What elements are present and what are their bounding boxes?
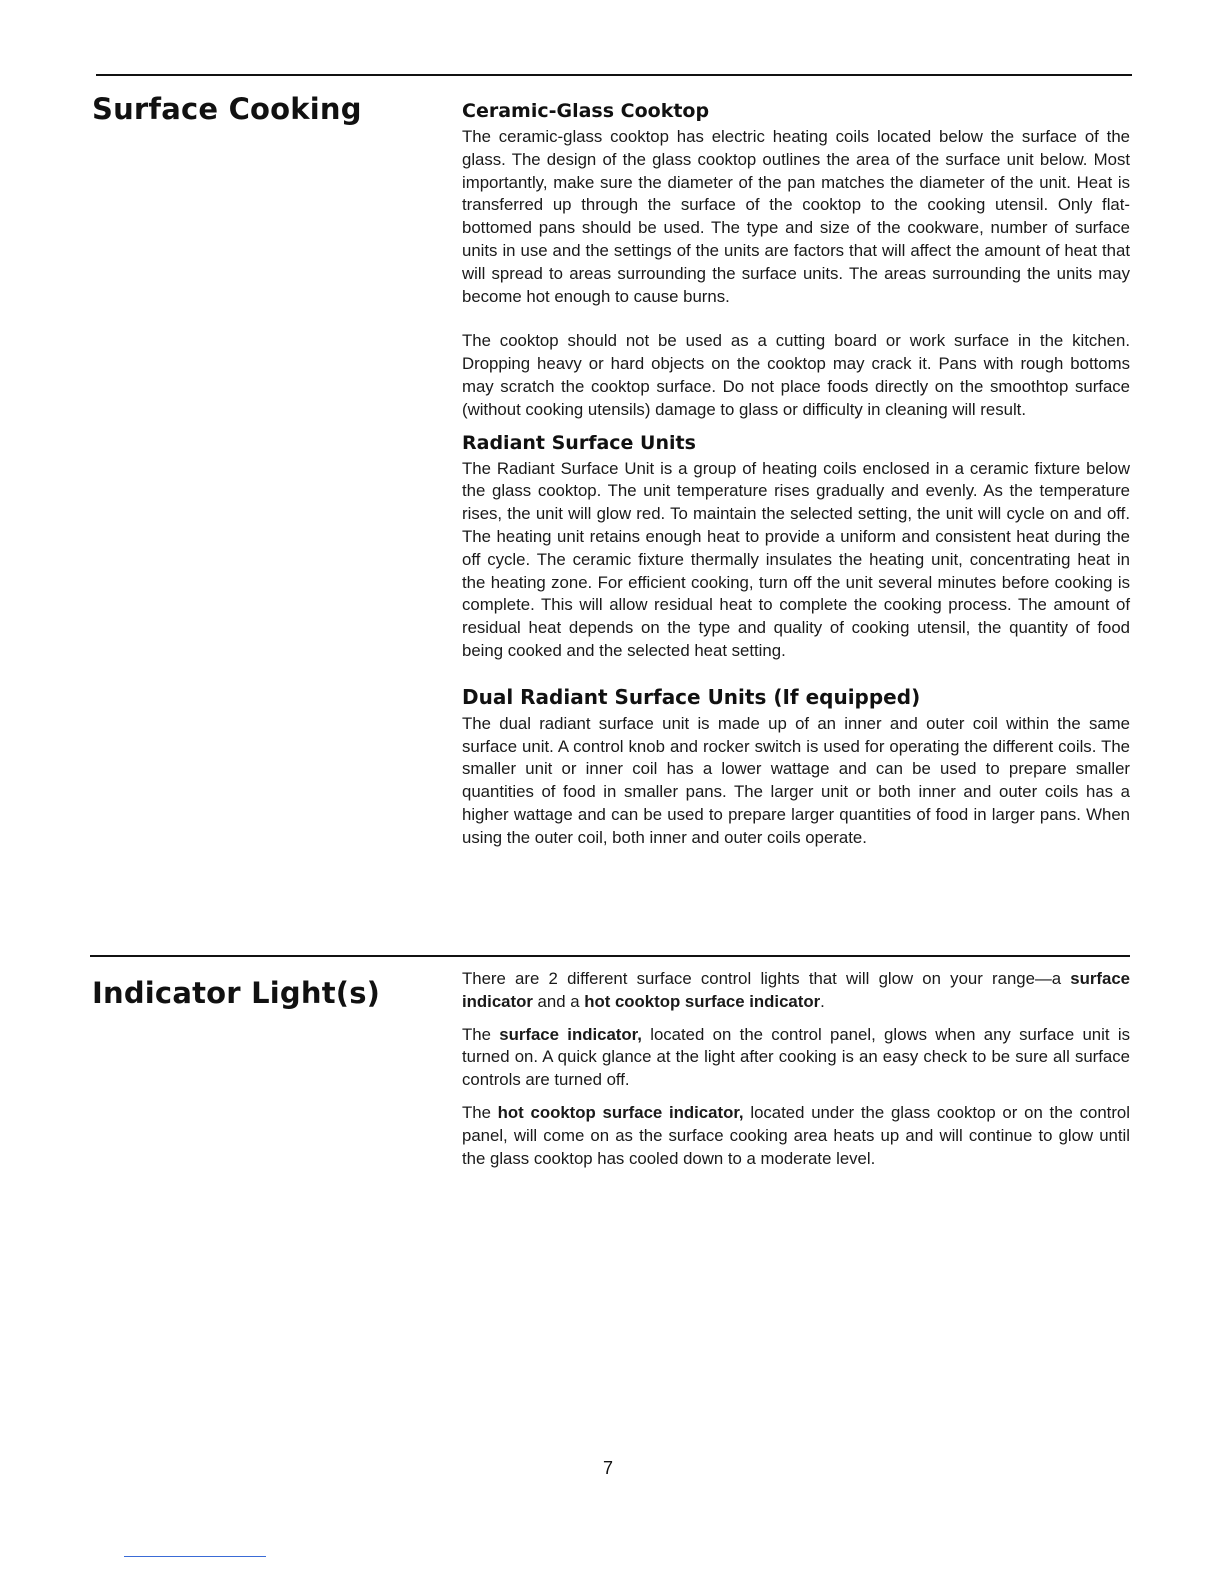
ceramic-glass-paragraph-1: The ceramic-glass cooktop has electric heating coils located below the surface of the glass. The design of the glass cooktop outlines the area of the surface unit below. Most importantly, make sure the diameter of the pan matches the diameter of the unit. Heat is transferred up through the surface of the cooktop to the cooking utensil. Only flat-bottomed pans should be used. The type and size of the cookware, number of surface units in use and the settings of the units are factors that will affect the amount of heat that will spread to areas surrounding the surface units. The areas surrounding the units may become hot enough to cause burns. <box>462 127 1130 306</box>
page-number: 7 <box>603 1458 614 1478</box>
surface-indicator-paragraph: The surface indicator, located on the control panel, glows when any surface unit is turned on. A quick glance at the light after cooking is an easy check to be sure all surface controls are turned off. <box>462 1024 1130 1090</box>
dual-radiant-surface-units-heading: Dual Radiant Surface Units (If equipped) <box>462 684 921 709</box>
ceramic-glass-cooktop-heading: Ceramic-Glass Cooktop <box>462 100 710 122</box>
top-section-divider <box>96 74 1132 76</box>
radiant-surface-units-paragraph: The Radiant Surface Unit is a group of heating coils enclosed in a ceramic fixture below the glass cooktop. The unit temperature rises gradually and evenly. As the temperature rises, the unit will glow red. To maintain the selected setting, the unit will cycle on and off. The heating unit retains enough heat to provide a uniform and consistent heat during the off cycle. The ceramic fixture thermally insulates the heating unit, concentrating heat in the heating zone. For efficient cooking, turn off the unit several minutes before cooking is complete. This will allow residual heat to complete the cooking process. The amount of residual heat depends on the type and quality of cooking utensil, the quantity of food being cooked and the selected heat setting. <box>462 458 1130 660</box>
surface-cooking-title: Surface Cooking <box>92 92 362 126</box>
middle-section-divider <box>90 955 1130 957</box>
indicator-lights-title: Indicator Light(s) <box>92 976 381 1010</box>
footer-divider <box>124 1556 266 1557</box>
hot-cooktop-indicator-paragraph: The hot cooktop surface indicator, located under the glass cooktop or on the control panel, will come on as the surface cooking area heats up and will continue to glow until the glass cooktop has cooled down to a moderate level. <box>462 1102 1130 1168</box>
dual-radiant-surface-units-paragraph: The dual radiant surface unit is made up of an inner and outer coil within the same surface unit. A control knob and rocker switch is used for operating the different coils. The smaller unit or inner coil has a lower wattage and can be used to prepare smaller quantities of food in smaller pans. The larger unit or both inner and outer coils has a higher wattage and can be used to prepare larger quantities of food in larger pans. When using the outer coil, both inner and outer coils operate. <box>462 713 1130 847</box>
radiant-surface-units-heading: Radiant Surface Units <box>462 431 696 454</box>
indicator-lights-content <box>462 968 1130 1170</box>
ceramic-glass-paragraph-2: The cooktop should not be used as a cutting board or work surface in the kitchen. Dropping heavy or hard objects on the cooktop may crack it. Pans with rough bottoms may scratch the cooktop surface. Do not place foods directly on the smoothtop surface (without cooking utensils) damage to glass or difficulty in cleaning will result. <box>462 331 1130 419</box>
surface-cooking-content <box>462 100 1130 850</box>
indicator-lights-intro: There are 2 different surface control lights that will glow on your range—a surface indicator and a hot cooktop surface indicator. <box>462 969 1130 1011</box>
